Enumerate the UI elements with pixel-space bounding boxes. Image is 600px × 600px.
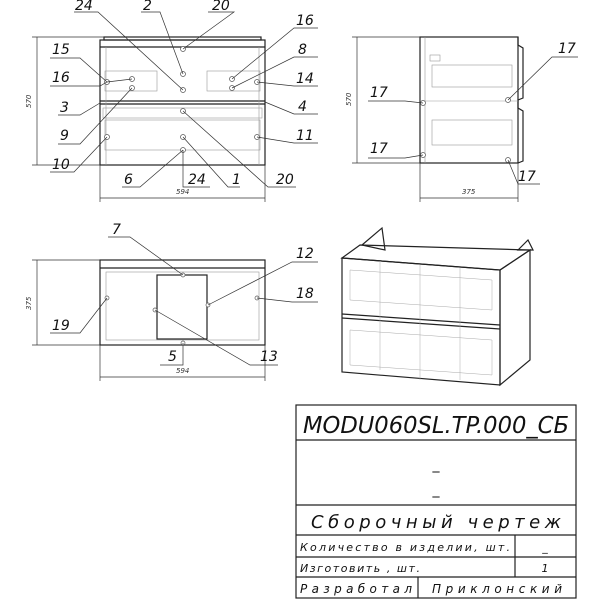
front-callouts: [50, 0, 318, 188]
callout-label: 10: [52, 157, 70, 173]
quantity-value: _: [542, 541, 548, 554]
make-label: Изготовить , шт.: [300, 562, 420, 575]
callout-label: 24: [188, 172, 206, 188]
callout-label: 18: [296, 286, 314, 302]
document-type: Сборочный чертеж: [311, 512, 561, 533]
callout-label: 6: [124, 172, 133, 188]
isometric-view: [342, 228, 533, 385]
callout-label: 13: [260, 349, 278, 365]
callout-label: 19: [52, 318, 70, 334]
dimension-height: 570: [345, 92, 353, 106]
dimension-height: 570: [25, 94, 33, 108]
blank-field: _: [432, 482, 440, 498]
callout-label: 2: [143, 0, 152, 14]
callout-label: 8: [298, 42, 307, 58]
front-holes: [105, 47, 260, 153]
front-view: [25, 0, 318, 202]
callout-label: 11: [296, 128, 314, 144]
callout-label: 17: [370, 85, 388, 101]
top-view: [25, 222, 318, 381]
developer-label: Разработал: [300, 582, 412, 596]
side-view: [345, 37, 578, 202]
callout-label: 20: [276, 172, 294, 188]
callout-label: 12: [296, 246, 314, 262]
callout-label: 17: [518, 169, 536, 185]
callout-label: 20: [212, 0, 230, 14]
callout-label: 9: [60, 128, 69, 144]
callout-label: 15: [52, 42, 70, 58]
callout-label: 5: [168, 349, 177, 365]
callout-label: 24: [75, 0, 93, 14]
callout-label: 16: [296, 13, 314, 29]
front-dimensions: [25, 37, 265, 202]
quantity-label: Количество в изделии, шт.: [300, 541, 510, 554]
callout-label: 14: [296, 71, 314, 87]
dimension-height: 375: [25, 296, 33, 310]
callout-label: 17: [558, 41, 576, 57]
dimension-width: 594: [176, 367, 190, 375]
title-block: [296, 405, 576, 598]
make-value: 1: [541, 562, 549, 575]
dimension-width: 375: [462, 188, 476, 196]
callout-label: 7: [112, 222, 121, 238]
dimension-width: 594: [176, 188, 190, 196]
developer-name: Приклонский: [432, 582, 562, 596]
callout-label: 4: [298, 99, 307, 115]
drawing-designation: MODU060SL.TP.000_СБ: [303, 413, 569, 439]
callout-label: 3: [60, 100, 69, 116]
blank-field: _: [432, 457, 440, 473]
callout-label: 17: [370, 141, 388, 157]
callout-label: 1: [232, 172, 241, 188]
callout-label: 16: [52, 70, 70, 86]
